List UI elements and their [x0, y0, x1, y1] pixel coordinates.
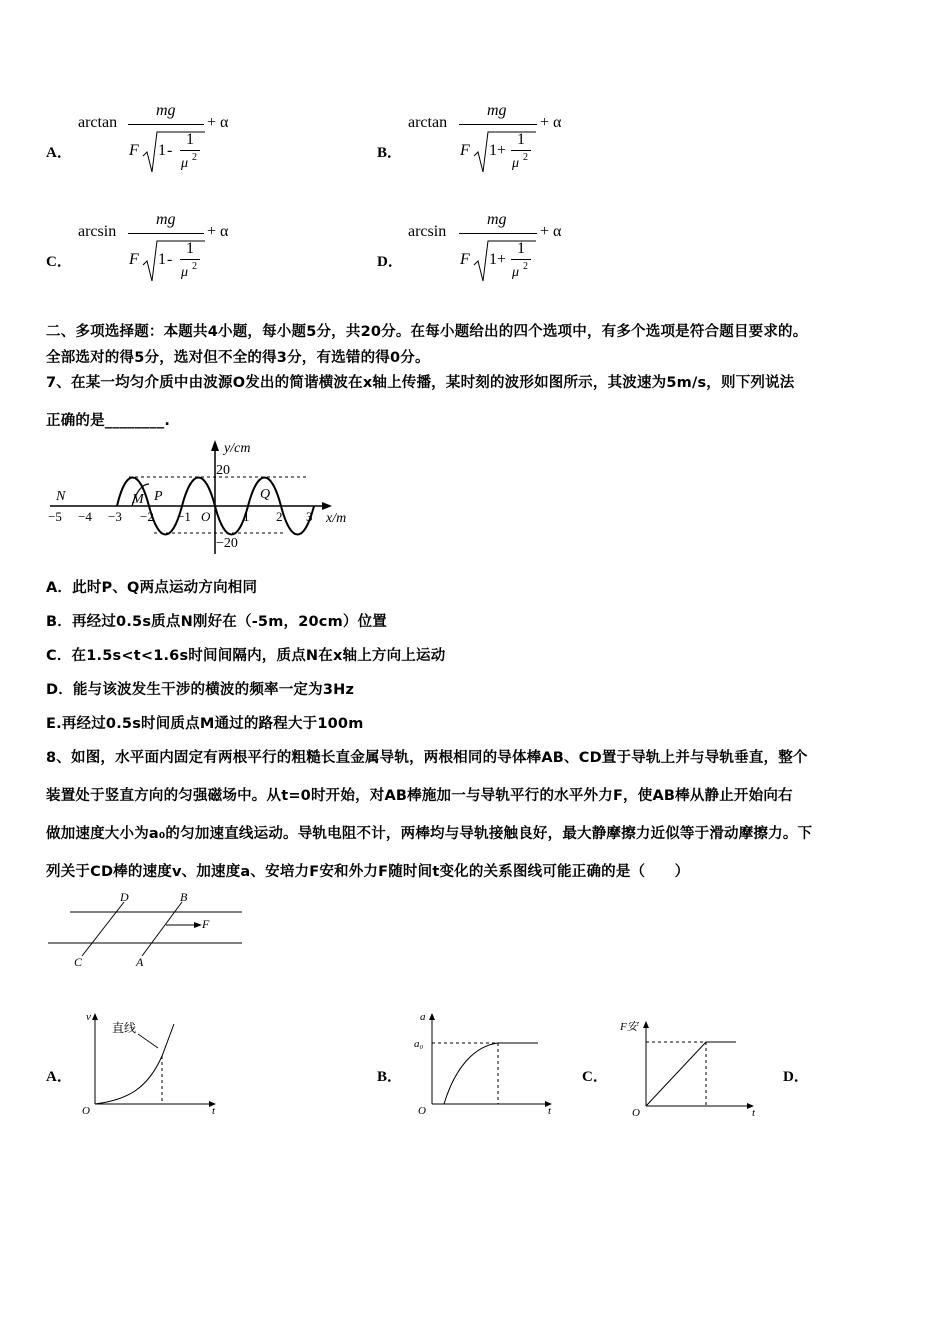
- q7-stem-line2: 正确的是________.: [46, 413, 171, 429]
- tick: 2: [276, 509, 283, 524]
- func-name: arcsin: [408, 223, 447, 240]
- section2-line2: 全部选对的得5分，选对但不全的得3分，有选错的得0分。: [46, 350, 430, 366]
- inner-bar: [180, 259, 200, 260]
- y-pos-label: 20: [216, 463, 230, 478]
- func-name: arcsin: [78, 223, 117, 240]
- option-label: A．: [46, 145, 72, 161]
- label-d: D: [120, 890, 129, 904]
- q7-stem-line1: 7、在某一均匀介质中由波源O发出的简谐横波在x轴上传播，某时刻的波形如图所示，其波速为5m/s，则下列说法: [46, 375, 795, 391]
- q8-line3: 做加速度大小为a₀的匀加速直线运动。导轨电阻不计，两棒均与导轨接触良好，最大静摩擦力近似等于滑动摩擦力。下: [46, 826, 813, 842]
- a0-label: a₀: [414, 1038, 424, 1050]
- q8-line2: 装置处于竖直方向的匀强磁场中。从t=0时开始，对AB棒施加一与导轨平行的水平外力F，使AB棒从静止开始向右: [46, 788, 793, 804]
- inner-bar: [511, 259, 531, 260]
- func-name: arctan: [78, 114, 118, 131]
- t-label: t: [212, 1105, 216, 1117]
- x-axis-arrow-icon: [322, 502, 332, 510]
- label-b: B: [180, 890, 188, 904]
- exponent: 2: [192, 261, 197, 272]
- q8-graph-c: [620, 1018, 770, 1118]
- one: 1: [158, 142, 166, 159]
- y-label: v: [86, 1011, 91, 1023]
- label-c: C: [74, 955, 83, 969]
- mu: μ: [181, 156, 189, 171]
- label-a: A: [136, 955, 144, 969]
- q8-option-c-label: C．: [582, 1069, 608, 1085]
- den-f: F: [460, 251, 470, 268]
- fraction-bar: [128, 124, 204, 125]
- plus-alpha: + α: [207, 223, 229, 240]
- inner-num: 1: [186, 131, 194, 148]
- y-neg-label: −20: [216, 536, 238, 551]
- tick-origin: O: [201, 509, 211, 524]
- rod-cd: [82, 902, 124, 956]
- tick: −4: [78, 509, 92, 524]
- q8-line1: 8、如图，水平面内固定有两根平行的粗糙长直金属导轨，两根相同的导体棒AB、CD置于导轨上并与导轨垂直，整个: [46, 750, 808, 766]
- note-pointer: [138, 1034, 158, 1048]
- exponent: 2: [523, 152, 528, 163]
- numerator: mg: [156, 211, 176, 228]
- tick: 3: [306, 509, 313, 524]
- sqrt-sign: [141, 128, 207, 180]
- x-label: x/m: [326, 511, 347, 526]
- origin-label: O: [82, 1105, 90, 1117]
- numerator: mg: [487, 102, 507, 119]
- plus-alpha: + α: [540, 223, 562, 240]
- sign: +: [497, 142, 507, 159]
- mu: μ: [181, 265, 189, 280]
- q8-rail-diagram: [44, 890, 254, 970]
- tick: −5: [48, 509, 62, 524]
- origin-label: O: [418, 1105, 426, 1117]
- mu: μ: [512, 156, 520, 171]
- func-name: arctan: [408, 114, 448, 131]
- den-f: F: [460, 142, 470, 159]
- q7-option-b: B．再经过0.5s质点N刚好在（-5m，20cm）位置: [46, 614, 388, 630]
- one: 1: [489, 142, 497, 159]
- den-f: F: [129, 142, 139, 159]
- origin-label: O: [632, 1107, 640, 1118]
- y-axis-arrow-icon: [211, 440, 219, 451]
- tick: −1: [177, 509, 191, 524]
- y-arrow-icon: [429, 1013, 435, 1020]
- q8-graph-b: [410, 1008, 560, 1118]
- exponent: 2: [523, 261, 528, 272]
- note-label: 直线: [112, 1021, 137, 1035]
- point-n: N: [56, 489, 66, 504]
- tick: −3: [108, 509, 122, 524]
- y-label: a: [420, 1011, 426, 1023]
- q8-option-b-label: B．: [377, 1069, 403, 1085]
- numerator: mg: [156, 102, 176, 119]
- point-m: M: [132, 492, 144, 507]
- section2-line1: 二、多项选择题：本题共4小题，每小题5分，共20分。在每小题给出的四个选项中，有多个选项是符合题目要求的。: [46, 324, 808, 340]
- option-label: B．: [377, 145, 403, 161]
- tick: −2: [140, 509, 154, 524]
- one: 1: [489, 251, 497, 268]
- sign: -: [167, 251, 173, 268]
- fraction-bar: [128, 233, 204, 234]
- sign: +: [497, 251, 507, 268]
- exponent: 2: [192, 152, 197, 163]
- label-f: F: [202, 917, 210, 931]
- t-label: t: [548, 1105, 552, 1117]
- q8-option-a-label: A．: [46, 1069, 72, 1085]
- plus-alpha: + α: [207, 114, 229, 131]
- inner-num: 1: [517, 240, 525, 257]
- inner-num: 1: [517, 131, 525, 148]
- q7-option-a: A．此时P、Q两点运动方向相同: [46, 580, 258, 596]
- numerator: mg: [487, 211, 507, 228]
- point-q: Q: [260, 487, 271, 502]
- t-label: t: [752, 1107, 756, 1118]
- y-label: y/cm: [224, 441, 251, 456]
- mu: μ: [512, 265, 520, 280]
- rod-ab: [142, 902, 182, 956]
- plus-alpha: + α: [540, 114, 562, 131]
- curve: [444, 1043, 538, 1104]
- y-arrow-icon: [643, 1021, 649, 1028]
- force-arrow-icon: [194, 922, 202, 928]
- y-label: F安: [620, 1021, 638, 1033]
- q8-option-d-label: D．: [783, 1069, 809, 1085]
- option-label: C．: [46, 254, 72, 270]
- inner-num: 1: [186, 240, 194, 257]
- sign: -: [167, 142, 173, 159]
- fraction-bar: [459, 233, 537, 234]
- den-f: F: [129, 251, 139, 268]
- sqrt-sign: [141, 237, 207, 289]
- inner-bar: [511, 150, 531, 151]
- option-label: D．: [377, 254, 403, 270]
- fraction-bar: [459, 124, 537, 125]
- q8-line4: 列关于CD棒的速度v、加速度a、安培力F安和外力F随时间t变化的关系图线可能正确的是（ ）: [46, 864, 690, 880]
- curve: [646, 1042, 736, 1106]
- point-p: P: [154, 489, 163, 504]
- q7-option-d: D．能与该波发生干涉的横波的频率一定为3Hz: [46, 682, 355, 698]
- one: 1: [158, 251, 166, 268]
- inner-bar: [180, 150, 200, 151]
- q8-graph-a: [78, 1008, 228, 1118]
- tick: 1: [243, 509, 250, 524]
- q7-option-e: E.再经过0.5s时间质点M通过的路程大于100m: [46, 716, 364, 732]
- q7-wave-graph: [44, 438, 364, 558]
- q7-option-c: C．在1.5s<t<1.6s时间间隔内，质点N在x轴上方向上运动: [46, 648, 446, 664]
- y-arrow-icon: [92, 1013, 98, 1020]
